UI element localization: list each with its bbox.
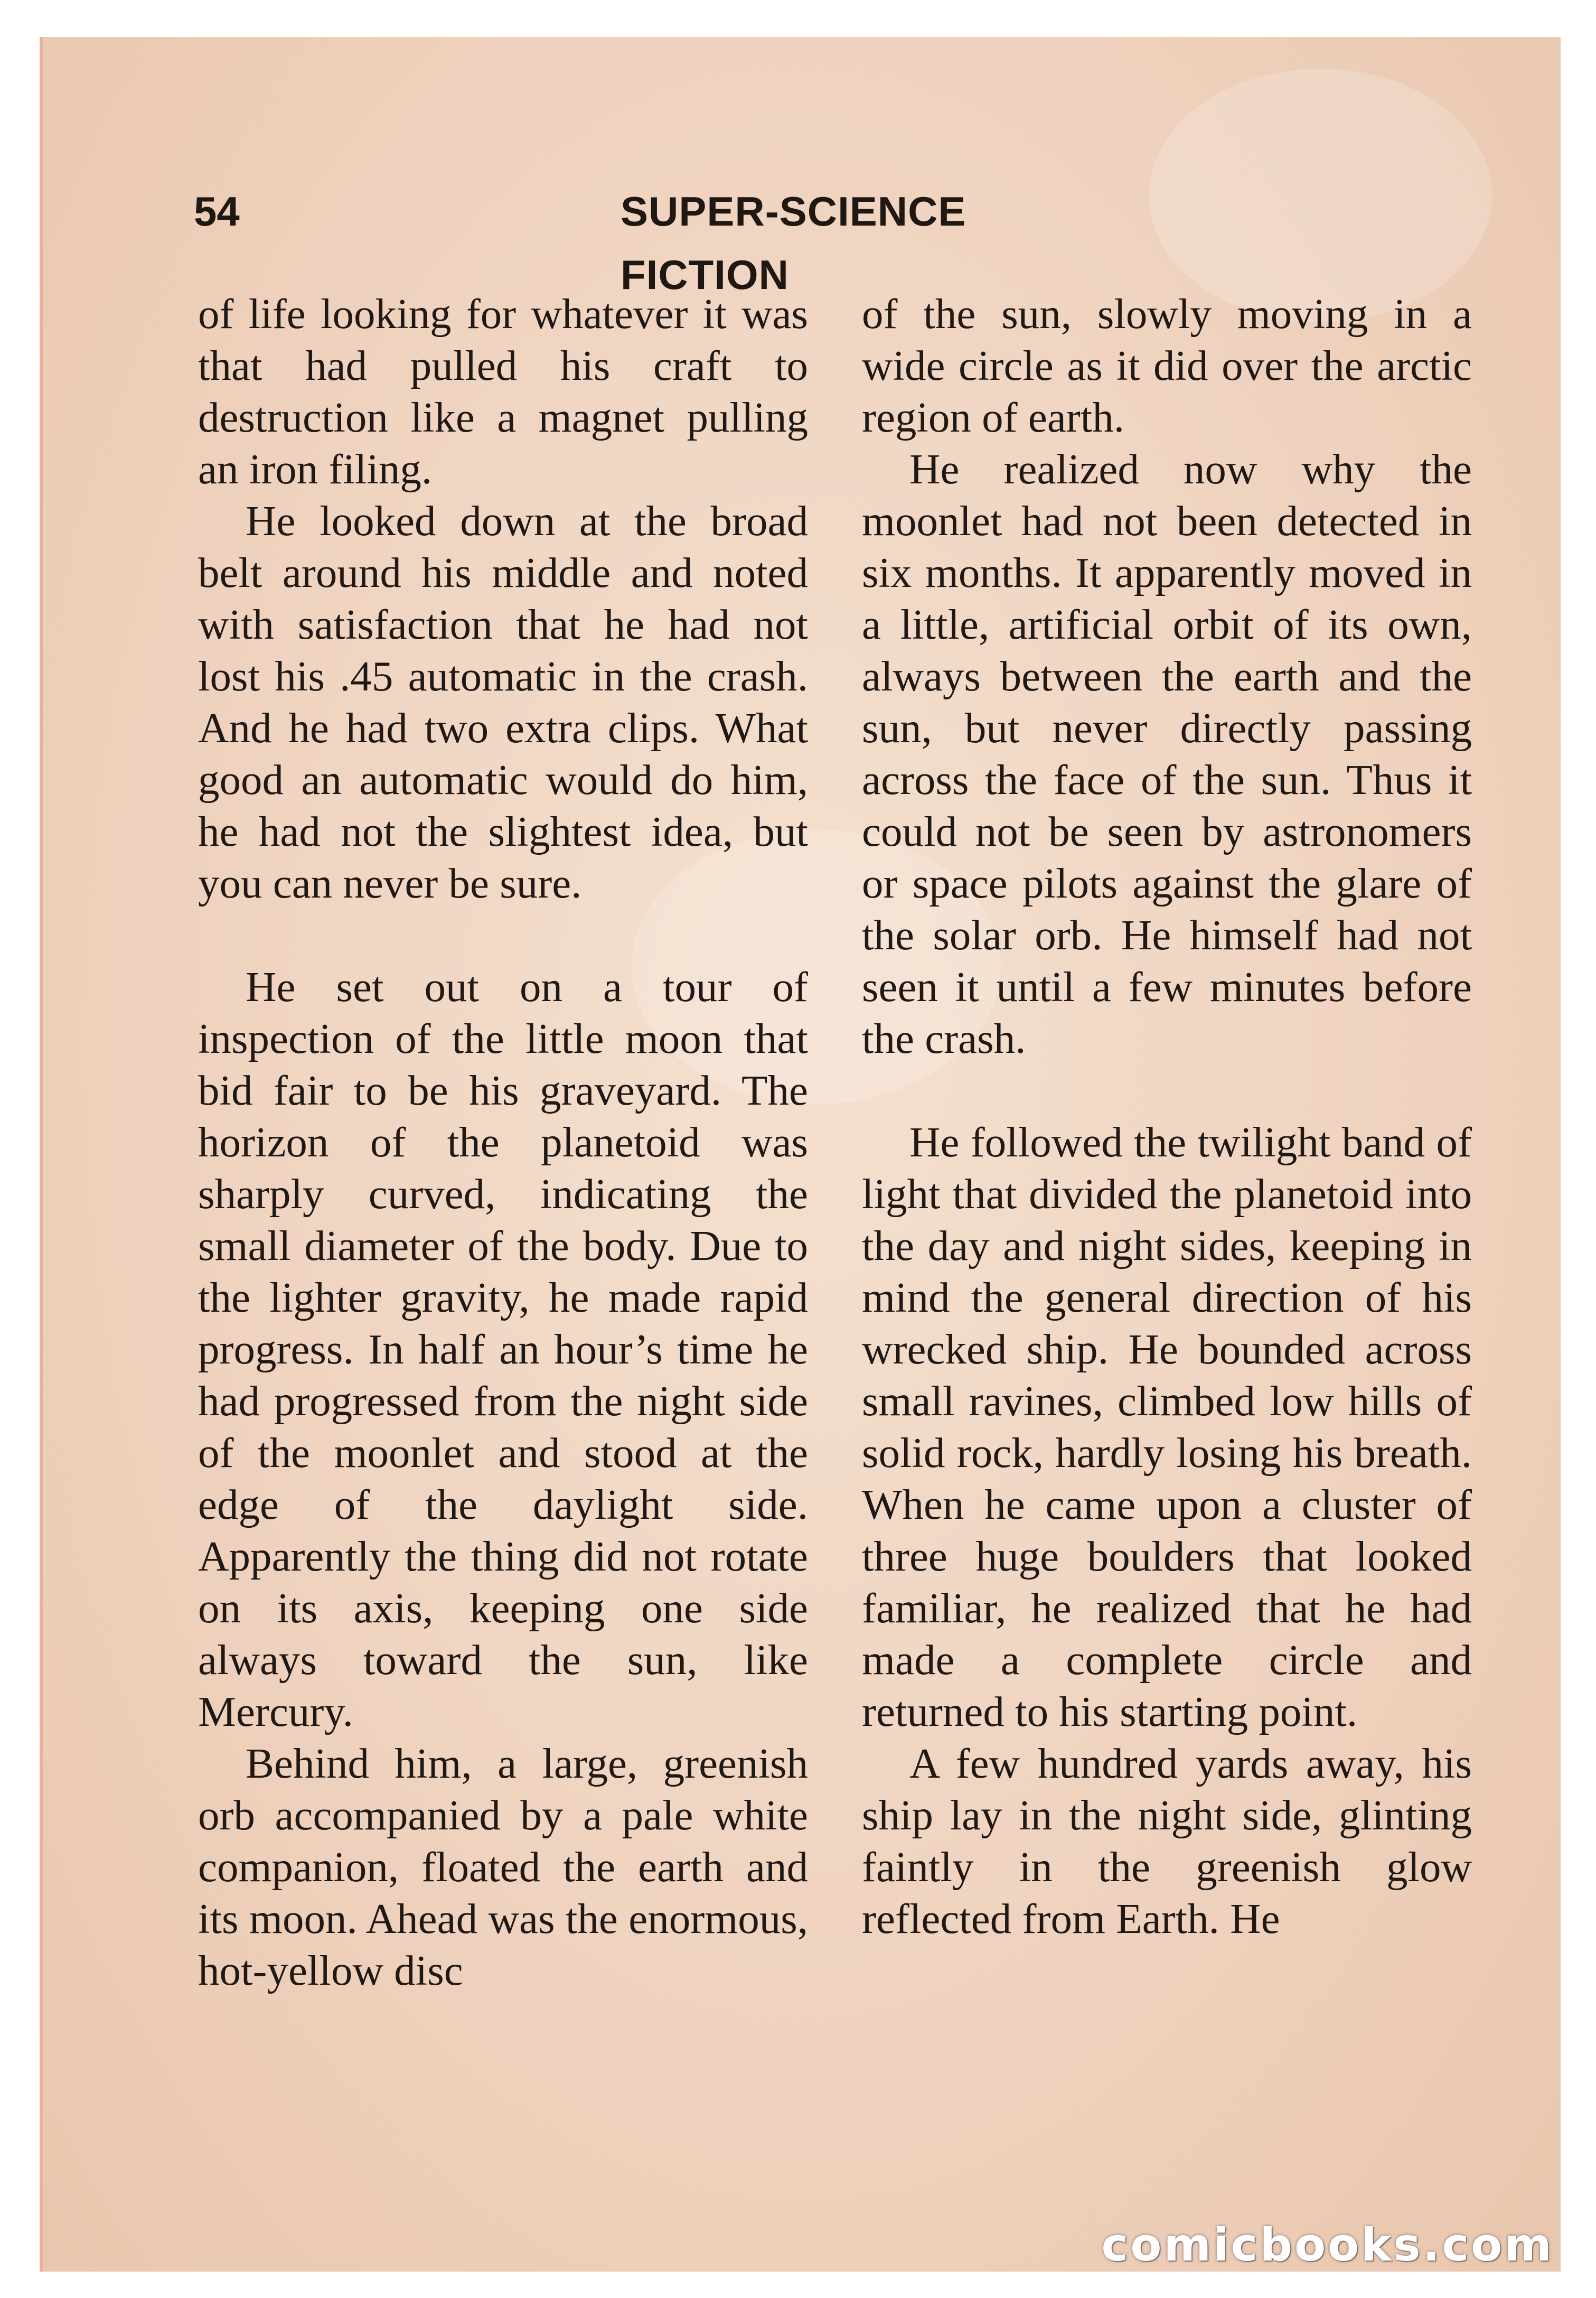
paragraph: of life looking for whatever it was that had pulled his craft to destruction like a magnet pulling an iron filing.: [198, 290, 808, 493]
paragraph: He realized now why the moonlet had not been detected in six months. It apparently moved in a little, artificial orbit of its own, always between the earth and the sun, but never directly passing across the face of the sun. Thus it could not be seen by astronomers or space pilots against the glare of the solar orb. He himself had not seen it until a few minutes before the crash.: [862, 445, 1472, 1062]
page-number: 54: [194, 188, 240, 235]
site-watermark: comicbooks.com: [1101, 2219, 1554, 2272]
paragraph: He looked down at the broad belt around his middle and noted with satisfaction that he had not lost his .45 automatic in the crash. And he had two extra clips. What good an automatic would do him, he had not the slightest idea, but you can never be sure.: [198, 497, 808, 907]
paragraph: He set out on a tour of inspection of the little moon that bid fair to be his graveyard. The horizon of the planetoid was sharply curved, indicating the small diameter of the body. Due to the lighter gravity, he made rapid progress. In half an hour’s time he had progressed from the night side of the moonlet and stood at the edge of the daylight side. Apparently the thing did not rotate on its axis, keeping one side always toward the sun, like Mercury.: [198, 963, 808, 1735]
paper-stain: [1149, 69, 1492, 322]
right-column: [862, 288, 1472, 1945]
left-column: [198, 288, 808, 1996]
page-header: [194, 180, 1113, 298]
paragraph: of the sun, slowly moving in a wide circle as it did over the arctic region of earth.: [862, 290, 1472, 441]
paragraph: Behind him, a large, greenish orb accompanied by a pale white companion, floated the earth and its moon. Ahead was the enormous, hot-yellow disc: [198, 1740, 808, 1994]
running-title: SUPER-SCIENCE FICTION: [621, 188, 966, 298]
scanned-page: [40, 37, 1561, 2272]
paragraph: He followed the twilight band of light that divided the planetoid into the day and night sides, keeping in mind the general direction of his wrecked ship. He bounded across small ravines, climbed low hills of solid rock, hardly losing his breath. When he came upon a cluster of three huge boulders that looked familiar, he realized that he had made a complete circle and returned to his starting point.: [862, 1118, 1472, 1735]
paragraph: A few hundred yards away, his ship lay in the night side, glinting faintly in the greenish glow reflected from Earth. He: [862, 1740, 1472, 1942]
